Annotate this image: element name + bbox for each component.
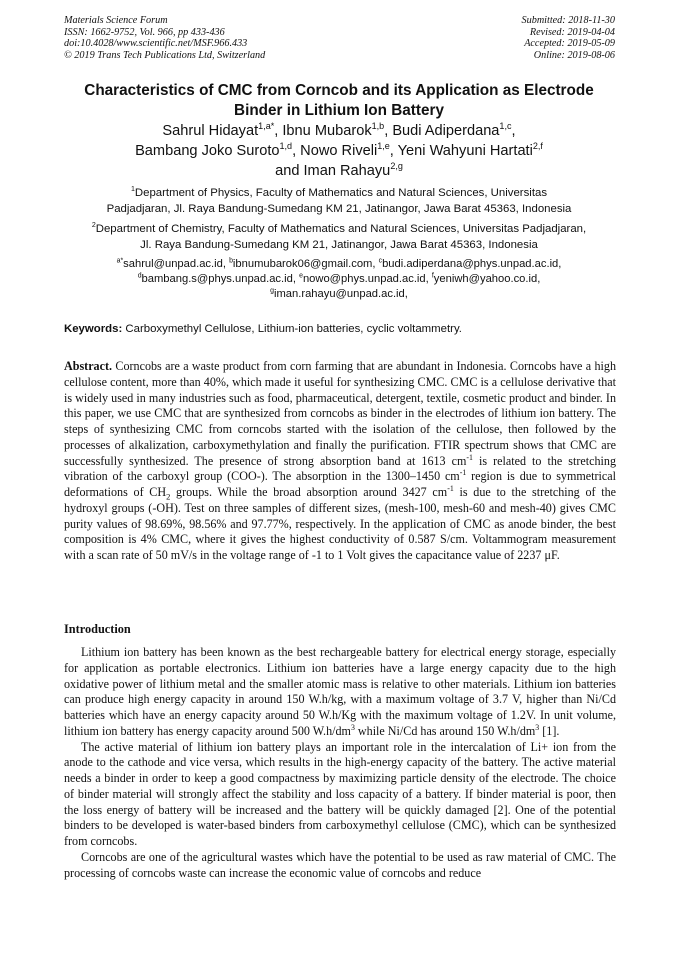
doi: doi:10.4028/www.scientific.net/MSF.966.433 — [64, 38, 248, 50]
paper-title — [40, 81, 638, 120]
paragraph-text: Lithium ion battery has been known as the best rechargeable battery for electrical energy storage, especially for application as portable electronics. Lithium ion batteries have a large energy capacity due to the high oxidative power of lithium metal and the smaller atomic mass is relative to other materials. Lithium ion batteries can produce high energy capacity in around 150 W.h/kg, with a maximum voltage of 3.7 V, higher than Ni/Cd batteries which have an energy capacity around 50 W.h/Kg with the maximum voltage of 1.2V. In unit volume, lithium ion battery has energy capacity around 500 W.h/dm — [64, 645, 616, 738]
author-sup: 1,c — [499, 121, 512, 132]
abstract-label: Abstract. — [64, 359, 113, 373]
email-sup: g — [270, 287, 274, 295]
paragraph-1 — [64, 645, 616, 740]
email-sup: b — [229, 257, 233, 265]
author-line-1 — [60, 122, 618, 142]
abstract-text: groups. While the broad absorption around 3427 cm — [170, 485, 448, 499]
abstract-text: Corncobs are a waste product from corn farming that are abundant in Indonesia. Corncobs have a high cellulose content, more than 40%, which made it useful for synthesizing CMC. CMC is a cellulose derivative that is widely used in many industries such as food, pharmaceutical, detergent, textile, cosmetic product and binder. In this paper, we use CMC that are synthesized from corncobs as binder in the electrodes of lithium ion battery. The steps of synthesizing CMC from corncobs started with the isolation of the cellulose, then followed by the processes of alkalization, carboxymethylation and finally the purification. FTIR spectrum shows that CMC are successfully synthesized. The presence of strong absorption band at 1613 cm — [64, 359, 616, 468]
accepted-date: Accepted: 2019-05-09 — [524, 38, 615, 50]
author-line-3 — [60, 162, 618, 182]
author-list — [60, 122, 618, 181]
submitted-date: Submitted: 2018-11-30 — [521, 15, 615, 26]
email-sep: , — [222, 258, 230, 270]
issn: ISSN: 1662-9752, Vol. 966, pp 433-436 — [64, 26, 225, 38]
affiliation-2-line-1 — [50, 221, 628, 237]
affiliation-text: Department of Chemistry, Faculty of Mathematics and Natural Sciences, Universitas Padjadjaran, — [95, 223, 587, 235]
paragraph-text: while Ni/Cd has around 150 W.h/dm — [354, 723, 536, 738]
paragraph-3: Corncobs are one of the agricultural wastes which have the potential to be used as raw material of CMC. The processing of corncobs waste can increase the economic value of corncobs and reduce — [64, 849, 616, 880]
journal-header — [64, 15, 265, 61]
affiliation-1-line-1 — [50, 185, 628, 201]
keywords — [64, 322, 616, 337]
author-sup: 1,a* — [258, 121, 275, 132]
abstract-text: region is due to symmetrical deformations of CH — [64, 469, 616, 499]
email-sup: a* — [116, 257, 124, 265]
author-sup: 1,e — [377, 140, 390, 151]
email-line-2 — [50, 272, 628, 287]
abstract-text: is due to the stretching of the hydroxyl groups (-OH). Test on three samples of different sizes, (mesh-100, mesh-60 and mesh-40) gives CMC purity values of 98.69%, 98.56% and 97.77%, respectively. In the application of CMC as anode binder, the best composition is 4% CMC, where it gives the highest conductivity of 0.587 S/cm. Voltammogram measurement with a scan rate of 50 mV/s in the voltage range of -1 to 1 Volt gives the capacitance value of 2237 μF. — [64, 485, 616, 562]
email-list — [50, 257, 628, 303]
email-address[interactable]: iman.rahayu@unpad.ac.id — [273, 288, 405, 301]
superscript: 3 — [350, 722, 355, 732]
keywords-label: Keywords: — [64, 323, 123, 335]
copyright: © 2019 Trans Tech Publications Ltd, Switzerland — [64, 49, 266, 61]
author-sep: , — [384, 123, 393, 139]
email-sep: , — [292, 273, 300, 286]
email-line-1 — [50, 257, 628, 272]
author-name: and Iman Rahayu — [275, 162, 391, 179]
email-sep: , — [425, 273, 432, 286]
email-address[interactable]: ibnumubarok06@gmail.com — [232, 258, 373, 270]
subscript: 2 — [166, 491, 171, 502]
introduction-heading: Introduction — [64, 622, 131, 636]
online-date: Online: 2019-08-06 — [533, 49, 615, 61]
author-sup: 1,d — [279, 140, 293, 151]
email-sep: , — [372, 258, 379, 270]
affiliation-2 — [50, 221, 628, 253]
author-name: Budi Adiperdana — [392, 123, 500, 139]
email-address[interactable]: nowo@phys.unpad.ac.id — [302, 273, 426, 286]
superscript: -1 — [459, 468, 467, 478]
email-address[interactable]: sahrul@unpad.ac.id — [123, 258, 223, 270]
author-sup: 2,f — [532, 140, 543, 151]
email-sep: , — [404, 288, 408, 301]
journal-name: Materials Science Forum — [64, 15, 168, 26]
email-address[interactable]: bambang.s@phys.unpad.ac.id — [141, 273, 293, 286]
email-sep: , — [558, 258, 562, 270]
email-sep: , — [537, 273, 541, 286]
author-name: Nowo Riveli — [300, 142, 378, 159]
author-name: Ibnu Mubarok — [282, 123, 372, 139]
author-sep: , — [292, 142, 301, 159]
email-line-3 — [50, 287, 628, 302]
author-sep: , — [389, 142, 398, 159]
superscript: -1 — [466, 452, 473, 462]
email-sup: c — [378, 257, 383, 265]
keywords-text: Carboxymethyl Cellulose, Lithium-ion batteries, cyclic voltammetry. — [122, 323, 462, 335]
affiliation-text: Department of Physics, Faculty of Mathematics and Natural Sciences, Universitas — [134, 187, 548, 199]
revised-date: Revised: 2019-04-04 — [529, 26, 615, 38]
title-line-1: Characteristics of CMC from Corncob and its Application as Electrode — [84, 82, 594, 99]
email-address[interactable]: budi.adiperdana@phys.unpad.ac.id — [382, 258, 559, 270]
email-sup: e — [299, 272, 303, 280]
abstract-text: is related to the stretching vibration of the carboxyl group (COO-). The absorption in the 1300–1450 cm — [64, 453, 616, 484]
affiliation-1-line-2: Padjadjaran, Jl. Raya Bandung-Sumedang KM 21, Jatinangor, Jawa Barat 45363, Indonesia — [106, 203, 572, 215]
abstract — [64, 359, 616, 564]
author-sep: , — [511, 123, 516, 139]
email-address[interactable]: yeniwh@yahoo.co.id — [433, 273, 538, 286]
superscript: -1 — [447, 483, 454, 493]
paragraph-text: [1]. — [539, 723, 560, 738]
affiliation-2-line-2: Jl. Raya Bandung-Sumedang KM 21, Jatinangor, Jawa Barat 45363, Indonesia — [140, 239, 538, 251]
dates-header — [522, 15, 615, 61]
superscript: 3 — [535, 722, 540, 732]
affiliation-sup: 1 — [130, 186, 135, 194]
paragraph-2: The active material of lithium ion battery plays an important role in the intercalation of Li+ ion from the anode to the cathode and vice versa, which results in the high-energy capacity of the battery. The active material needs a binder in order to keep a good compactness by maximizing particle density of the electrode. The choice of binder material will strongly affect the stability and loss capacity of a battery. If binder material is poor, then the loss energy of battery will be increased and the battery will be quickly damaged [2]. One of the potential binders to be developed is water-based binders from carboxymethyl cellulose (CMC), which can be synthesized from corncobs. — [64, 739, 616, 848]
introduction-body — [64, 645, 616, 881]
affiliation-1 — [50, 185, 628, 217]
author-name: Bambang Joko Suroto — [135, 142, 280, 159]
title-line-2: Binder in Lithium Ion Battery — [234, 101, 444, 119]
author-sup: 2,g — [390, 160, 403, 171]
author-name: Yeni Wahyuni Hartati — [397, 142, 533, 159]
author-line-2 — [60, 142, 618, 162]
email-sup: d — [137, 272, 142, 280]
affiliation-sup: 2 — [91, 222, 96, 230]
email-sup: f — [431, 272, 434, 280]
author-name: Sahrul Hidayat — [162, 123, 259, 139]
author-sup: 1,b — [371, 121, 385, 132]
author-sep: , — [274, 123, 283, 139]
